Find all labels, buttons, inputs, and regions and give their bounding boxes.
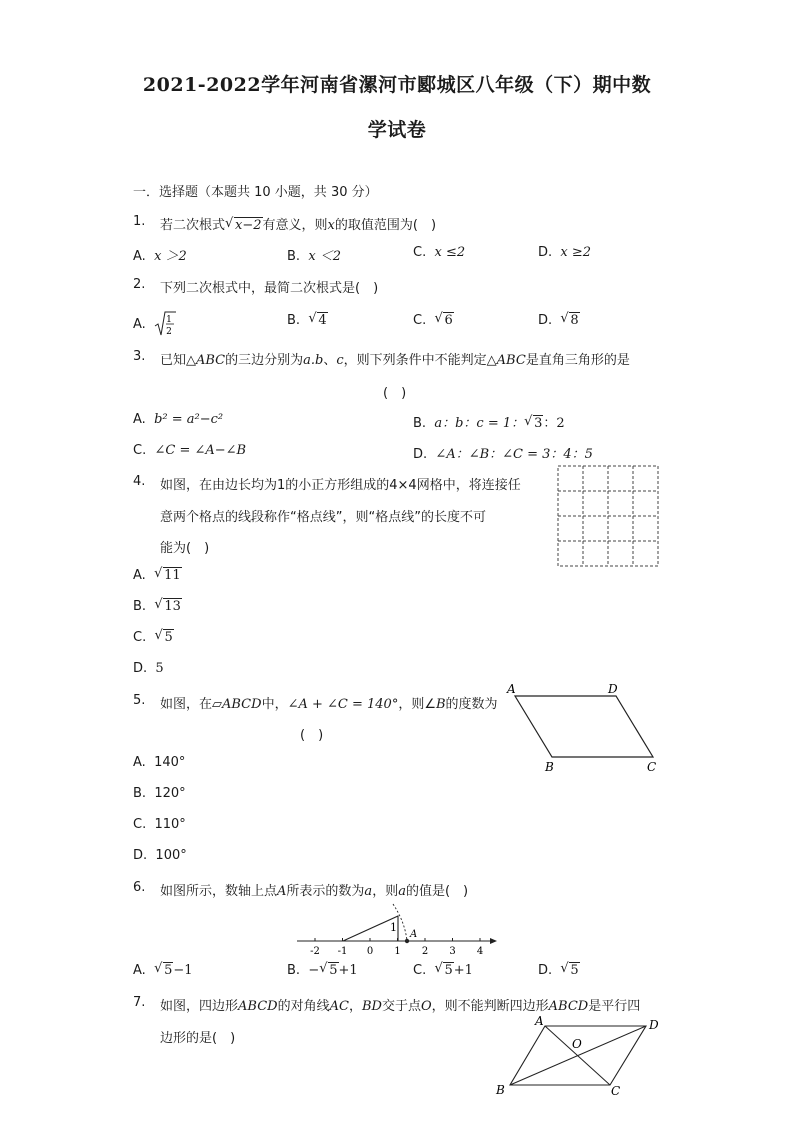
option-a[interactable]: A. 140° [133,755,186,770]
option-a[interactable]: A. b² = a²−c² [133,412,224,427]
number-line-tick-label: -1 [337,946,348,957]
option-b[interactable]: B. √ 4 [287,313,328,328]
quadrilateral-figure [494,1012,664,1102]
number-line-tick-label: 4 [476,946,484,957]
section-header: 一．选择题（本题共 10 小题，共 30 分） [133,185,378,200]
option-b[interactable]: B. a：b：c = 1：√ 3：2 [413,412,565,431]
svg-text:O: O [572,1037,582,1051]
option-a[interactable]: A. x ＞2 [133,249,187,264]
svg-text:C: C [611,1084,621,1098]
answer-paren: ( ) [300,728,324,743]
question-number: 5. [133,693,146,708]
svg-text:2: 2 [166,327,172,337]
option-d[interactable]: D. √ 5 [538,963,580,978]
grid-figure [557,465,659,567]
question-stem-line1: 如图，四边形ABCD的对角线AC，BD交于点O，则不能判断四边形ABCD是平行四 [160,999,641,1014]
question-stem-line2: 意两个格点的线段称作“格点线”，则“格点线”的长度不可 [160,510,486,525]
answer-paren: ( ) [383,386,407,401]
question-number: 4. [133,474,146,489]
number-line-figure [293,902,503,960]
option-a[interactable]: A. √ 5−1 [133,963,193,978]
parallelogram-figure [500,680,665,775]
option-b[interactable]: B. √ 13 [133,599,182,614]
question-stem-line3: 能为( ) [160,541,210,556]
question-number: 1. [133,214,146,229]
option-c[interactable]: C. 110° [133,817,186,832]
number-line-tick-label: 3 [449,946,456,957]
svg-text:1: 1 [166,315,172,325]
sqrt-fraction [154,311,176,337]
question-stem-line1: 如图，在由边长均为1的小正方形组成的4×4网格中，将连接任 [160,478,521,493]
option-b[interactable]: B. 120° [133,786,186,801]
svg-text:B: B [545,760,554,774]
option-c[interactable]: C. ∠C = ∠A−∠B [133,443,247,458]
question-stem: 若二次根式√ x−2有意义，则x的取值范围为( ) [160,214,436,233]
question-number: 6. [133,880,146,895]
option-d[interactable]: D. ∠A：∠B：∠C = 3：4：5 [413,447,593,462]
svg-text:D: D [608,682,618,696]
number-line-tick-label: 0 [366,946,374,957]
option-b[interactable]: B. −√ 5+1 [287,963,358,978]
sqrt-expression: √ x−2 [225,218,263,233]
question-number: 2. [133,277,146,292]
option-d[interactable]: D. x ≥2 [538,245,592,260]
question-number: 3. [133,349,146,364]
option-d[interactable]: D. √ 8 [538,313,580,328]
option-c[interactable]: C. √ 6 [413,313,454,328]
option-a[interactable]: A. √ 11 [133,568,182,583]
page-title-line2: 学试卷 [367,119,427,141]
option-a[interactable]: A. 1 2 [133,311,176,337]
option-c[interactable]: C. √ 5+1 [413,963,473,978]
number-line-tick-label: 2 [421,946,429,957]
option-c[interactable]: C. x ≤2 [413,245,466,260]
svg-text:C: C [647,760,657,774]
question-stem: 已知△ABC的三边分别为a.b、c，则下列条件中不能判定△ABC是直角三角形的是 [160,353,630,368]
number-line-tick-label: 1 [394,946,401,957]
number-line-tick-label: -2 [310,946,320,957]
option-b[interactable]: B. x ＜2 [287,249,342,264]
svg-text:A: A [507,682,516,696]
svg-text:A: A [410,929,418,940]
svg-text:D: D [649,1018,659,1032]
page-title-line1: 2021-2022学年河南省漯河市郾城区八年级（下）期中数 [142,74,652,96]
question-number: 7. [133,995,146,1010]
question-stem: 下列二次根式中，最简二次根式是( ) [160,281,379,296]
question-stem-line2: 边形的是( ) [160,1031,236,1046]
svg-text:B: B [496,1083,505,1097]
svg-text:A: A [535,1014,544,1028]
svg-text:1: 1 [390,921,397,934]
option-d[interactable]: D. 100° [133,848,187,863]
option-d[interactable]: D. 5 [133,661,164,676]
question-stem: 如图所示，数轴上点A所表示的数为a，则a的值是( ) [160,884,469,899]
question-stem: 如图，在▱ABCD中，∠A + ∠C = 140°，则∠B的度数为 [160,697,498,712]
option-c[interactable]: C. √ 5 [133,630,174,645]
